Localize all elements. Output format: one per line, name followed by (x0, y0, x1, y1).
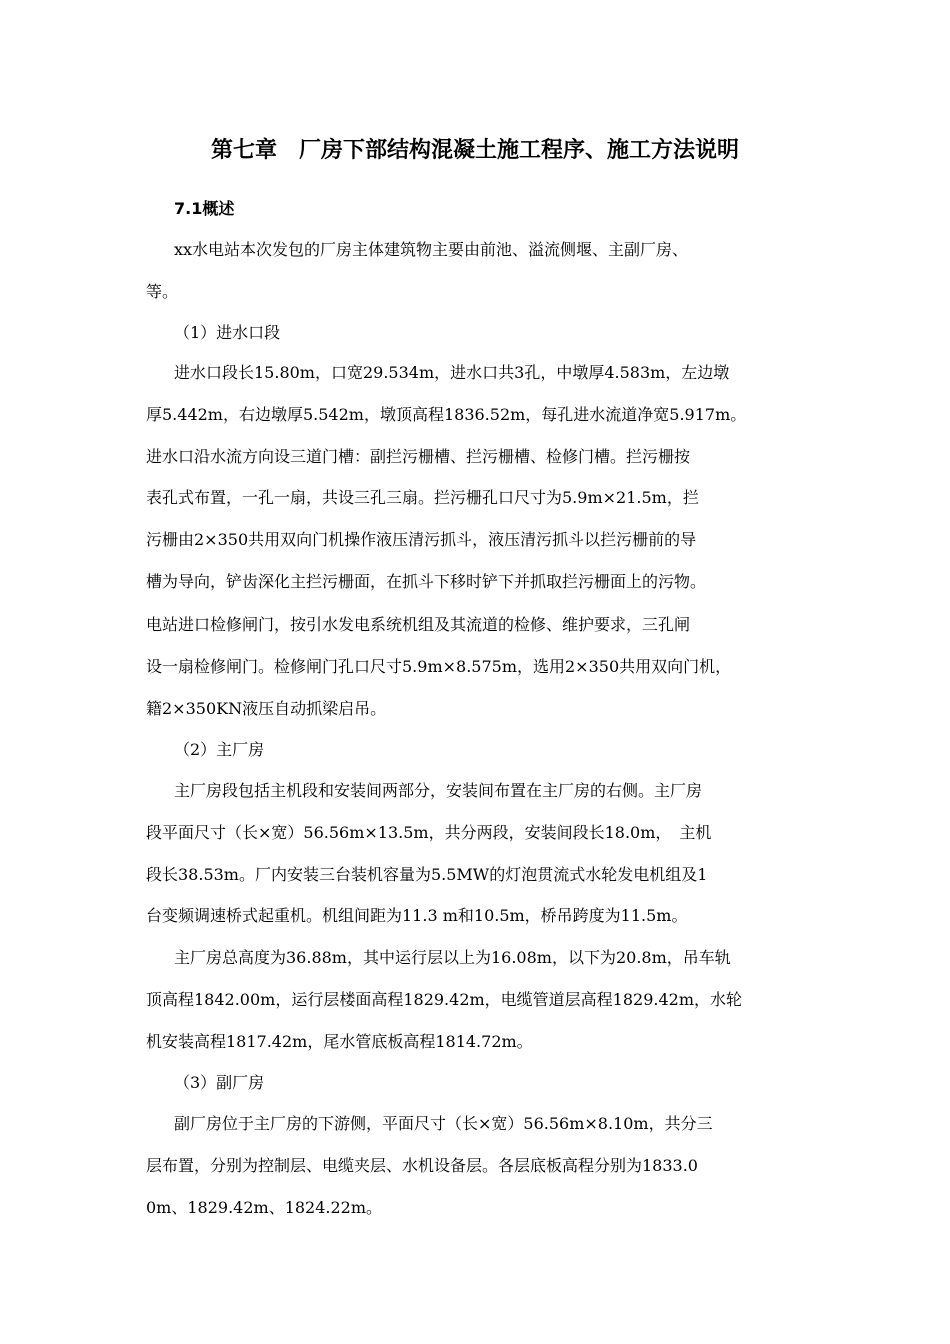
paragraph-line: 副厂房位于主厂房的下游侧，平面尺寸（长×宽）56.56m×8.10m，共分三 (174, 1114, 713, 1133)
paragraph-line: 槽为导向，铲齿深化主拦污栅面，在抓斗下移时铲下并抓取拦污栅面上的污物。 (146, 572, 707, 591)
paragraph-line: 设一扇检修闸门。检修闸门孔口尺寸5.9m×8.575m，选用2×350共用双向门机， (146, 657, 732, 676)
paragraph-line: 段长38.53m。厂内安装三台装机容量为5.5MW的灯泡贯流式水轮发电机组及1 (146, 865, 708, 884)
paragraph-line: 层布置，分别为控制层、电缆夹层、水机设备层。各层底板高程分别为1833.0 (146, 1156, 698, 1175)
paragraph-line: 籍2×350KN液压自动抓梁启吊。 (146, 699, 387, 718)
paragraph-line: 段平面尺寸（长×宽）56.56m×13.5m，共分两段，安装间段长18.0m， 主机 (146, 823, 712, 842)
section-heading: 7.1概述 (174, 199, 235, 218)
paragraph-line: 主厂房段包括主机段和安装间两部分，安装间布置在主厂房的右侧。主厂房 (174, 781, 703, 800)
paragraph-line: 进水口沿水流方向设三道门槽：副拦污栅槽、拦污栅槽、检修门槽。拦污栅按 (146, 447, 691, 466)
paragraph-line: 台变频调速桥式起重机。机组间距为11.3 m和10.5m，桥吊跨度为11.5m。 (146, 906, 688, 925)
paragraph-line: 主厂房总高度为36.88m，其中运行层以上为16.08m，以下为20.8m，吊车轨 (174, 948, 731, 967)
chapter-title: 第七章 厂房下部结构混凝土施工程序、施工方法说明 (210, 138, 739, 163)
paragraph-line: 表孔式布置，一孔一扇，共设三孔三扇。拦污栅孔口尺寸为5.9m×21.5m，拦 (146, 488, 699, 507)
paragraph-line: 0m、1829.42m、1824.22m。 (146, 1198, 383, 1217)
paragraph-line: 进水口段长15.80m，口宽29.534m，进水口共3孔，中墩厚4.583m，左边墩 (174, 363, 730, 382)
subsection-heading: （3）副厂房 (174, 1073, 265, 1092)
paragraph-line: xx水电站本次发包的厂房主体建筑物主要由前池、溢流侧堰、主副厂房、 (174, 240, 689, 259)
paragraph-line: 机安装高程1817.42m，尾水管底板高程1814.72m。 (146, 1032, 533, 1051)
subsection-heading: （1）进水口段 (174, 323, 281, 342)
paragraph-line: 厚5.442m，右边墩厚5.542m，墩顶高程1836.52m，每孔进水流道净宽5.917m。 (146, 405, 747, 424)
paragraph-line: 顶高程1842.00m，运行层楼面高程1829.42m，电缆管道层高程1829.42m，水轮 (146, 990, 743, 1009)
paragraph-line: 电站进口检修闸门，按引水发电系统机组及其流道的检修、维护要求，三孔闸 (146, 615, 691, 634)
paragraph-line: 污栅由2×350共用双向门机操作液压清污抓斗，液压清污抓斗以拦污栅前的导 (146, 530, 697, 549)
paragraph-line: 等。 (146, 282, 179, 301)
subsection-heading: （2）主厂房 (174, 740, 265, 759)
